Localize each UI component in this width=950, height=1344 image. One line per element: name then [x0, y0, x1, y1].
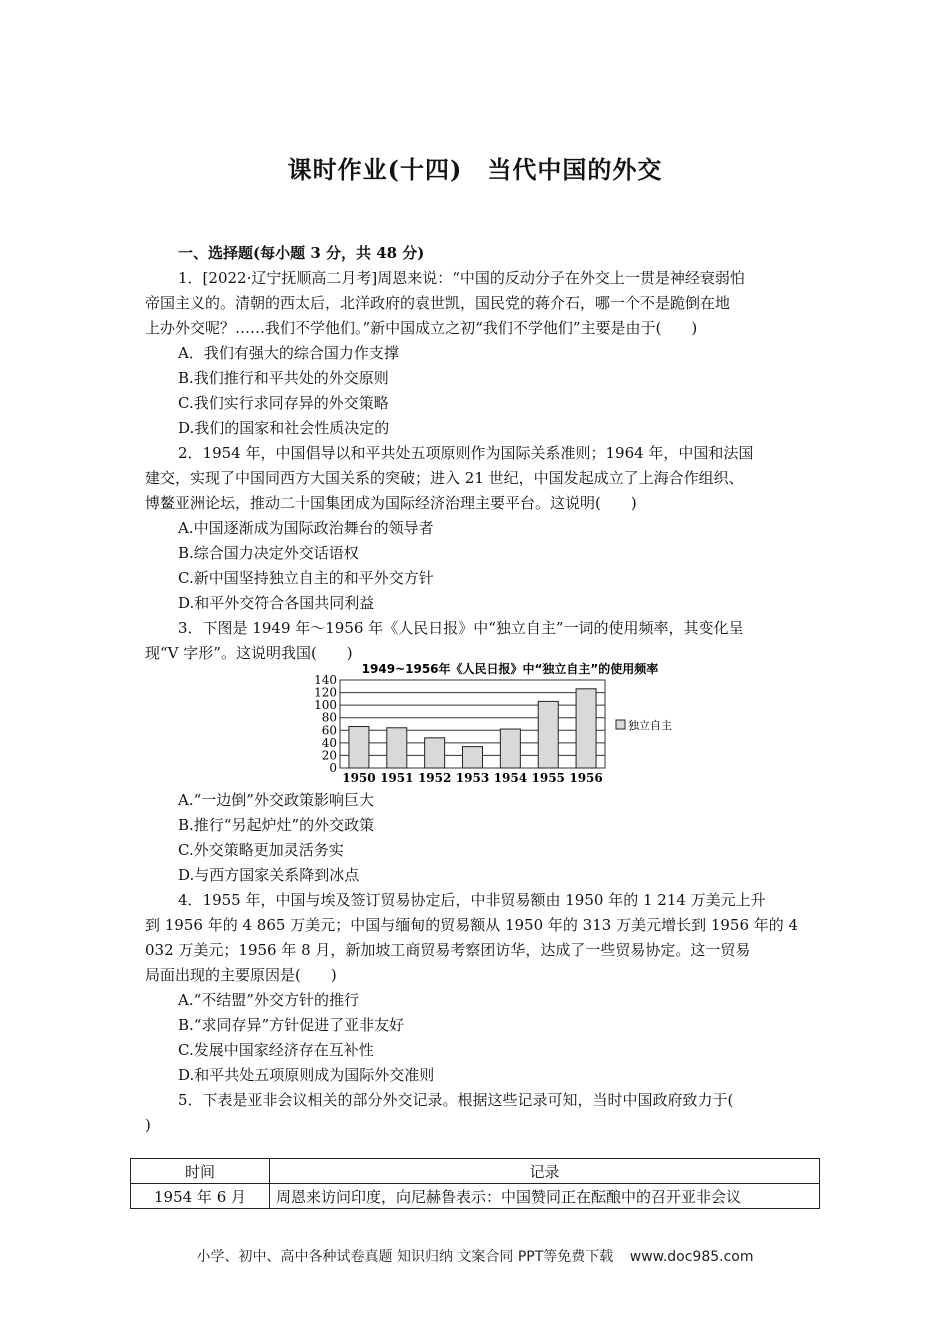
table-cell-time: 1954 年 6 月 [131, 1184, 270, 1209]
q1-option-a: A．我们有强大的综合国力作支撑 [178, 344, 399, 362]
q4-option-b: B.“求同存异”方针促进了亚非友好 [178, 1016, 405, 1034]
x-tick-label: 1954 [493, 771, 528, 785]
q3-line-1: 3．下图是 1949 年～1956 年《人民日报》中“独立自主”一词的使用频率，其变化呈 [178, 619, 744, 637]
x-tick-label: 1952 [417, 771, 452, 785]
table-row [131, 1184, 820, 1209]
chart-title: 1949~1956年《人民日报》中“独立自主”的使用频率 [361, 662, 659, 676]
q3-option-b: B.推行“另起炉灶”的外交政策 [178, 816, 375, 834]
q2-line-3: 博鳌亚洲论坛，推动二十国集团成为国际经济治理主要平台。这说明( ) [145, 494, 637, 512]
legend-label: 独立自主 [628, 719, 672, 732]
q2-option-b: B.综合国力决定外交话语权 [178, 544, 359, 562]
table-header-row [131, 1159, 820, 1184]
bar-1950 [349, 727, 369, 768]
y-tick-label: 20 [321, 748, 337, 763]
q3-option-a: A.“一边倒”外交政策影响巨大 [178, 791, 374, 809]
legend-swatch [616, 720, 625, 729]
x-tick-label: 1955 [531, 771, 565, 785]
x-tick-label: 1953 [455, 771, 490, 785]
footer-link[interactable]: www.doc985.com [629, 1249, 754, 1265]
y-tick-label: 120 [314, 685, 337, 700]
diplomatic-records-table [130, 1158, 820, 1209]
y-tick-label: 40 [321, 735, 337, 750]
x-tick-label: 1956 [569, 771, 603, 785]
y-tick-label: 140 [314, 673, 337, 687]
y-tick-label: 60 [321, 723, 337, 738]
table-header-record: 记录 [270, 1159, 820, 1184]
q3-line-2: 现“V 字形”。这说明我国( ) [145, 644, 353, 662]
bar-1956 [576, 689, 596, 768]
x-tick-label: 1951 [380, 771, 414, 785]
bar-1955 [538, 701, 558, 768]
bar-1954 [500, 729, 520, 768]
footer [0, 1246, 950, 1266]
y-tick-label: 100 [314, 698, 337, 713]
q1-line-2: 帝国主义的。清朝的西太后，北洋政府的袁世凯，国民党的蒋介石，哪一个不是跪倒在地 [145, 294, 731, 312]
bar-1953 [463, 747, 483, 768]
footer-text: 小学、初中、高中各种试卷真题 知识归纳 文案合同 PPT等免费下载 [196, 1249, 614, 1265]
q2-option-c: C.新中国坚持独立自主的和平外交方针 [178, 569, 434, 587]
table-cell-record: 周恩来访问印度，向尼赫鲁表示：中国赞同正在酝酿中的召开亚非会议 [270, 1184, 820, 1209]
bar-1952 [425, 738, 445, 768]
q1-option-b: B.我们推行和平共处的外交原则 [178, 369, 389, 387]
x-tick-label: 1950 [342, 771, 376, 785]
q2-line-2: 建交，实现了中国同西方大国关系的突破；进入 21 世纪，中国发起成立了上海合作组织、 [145, 469, 744, 487]
q2-line-1: 2．1954 年，中国倡导以和平共处五项原则作为国际关系准则；1964 年，中国和法国 [178, 444, 754, 462]
q4-line-2: 到 1956 年的 4 865 万美元；中国与缅甸的贸易额从 1950 年的 313 万美元增长到 1956 年的 4 [145, 916, 799, 934]
q2-option-a: A.中国逐渐成为国际政治舞台的领导者 [178, 519, 434, 537]
q4-line-3: 032 万美元；1956 年 8 月，新加坡工商贸易考察团访华，达成了一些贸易协定。这一贸易 [145, 941, 751, 959]
q5-line-1: 5．下表是亚非会议相关的部分外交记录。根据这些记录可知，当时中国政府致力于( [178, 1091, 734, 1109]
q2-option-d: D.和平外交符合各国共同利益 [178, 594, 375, 612]
q1-line-3: 上办外交呢？……我们不学他们。”新中国成立之初“我们不学他们”主要是由于( ) [145, 319, 698, 337]
q4-line-4: 局面出现的主要原因是( ) [145, 966, 337, 984]
q5-line-2: ) [145, 1116, 151, 1134]
q1-option-c: C.我们实行求同存异的外交策略 [178, 394, 389, 412]
q1-line-1: 1．[2022·辽宁抚顺高二月考]周恩来说：“中国的反动分子在外交上一贯是神经衰弱怕 [178, 269, 745, 287]
q3-option-d: D.与西方国家关系降到冰点 [178, 866, 360, 884]
q4-option-a: A.“不结盟”外交方针的推行 [178, 991, 359, 1009]
table-header-time: 时间 [131, 1159, 270, 1184]
q3-option-c: C.外交策略更加灵活务实 [178, 841, 344, 859]
page-title: 课时作业(十四) 当代中国的外交 [287, 155, 663, 184]
bar-1951 [387, 728, 407, 768]
y-tick-label: 80 [321, 710, 337, 725]
frequency-bar-chart [310, 660, 712, 785]
y-tick-label: 0 [329, 761, 337, 775]
q4-option-d: D.和平共处五项原则成为国际外交准则 [178, 1066, 435, 1084]
q4-option-c: C.发展中国家经济存在互补性 [178, 1041, 374, 1059]
q4-line-1: 4．1955 年，中国与埃及签订贸易协定后，中非贸易额由 1950 年的 1 214 万美元上升 [178, 891, 766, 909]
section-heading: 一、选择题(每小题 3 分，共 48 分) [178, 244, 425, 262]
q1-option-d: D.我们的国家和社会性质决定的 [178, 419, 390, 437]
